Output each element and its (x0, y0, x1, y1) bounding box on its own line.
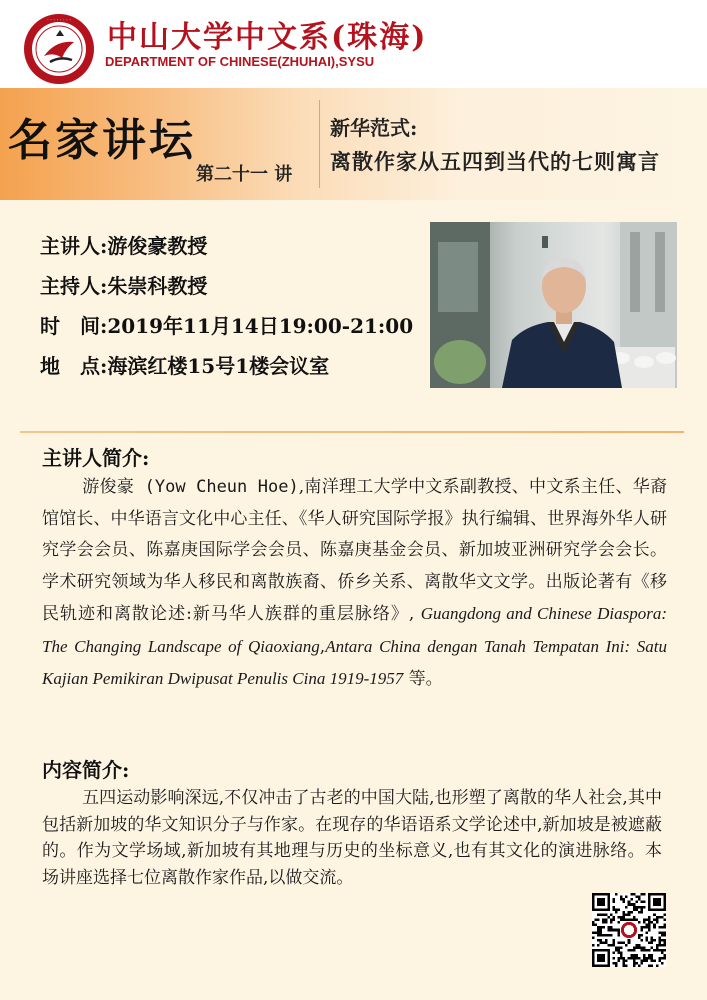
lecture-title-line2: 离散作家从五四到当代的七则寓言 (330, 149, 660, 174)
bio-body: ,南洋理工大学中文系副教授、中文系主任、华裔馆馆长、中华语言文化中心主任、《华人研究国际学报》执行编辑、世界海外华人研究学会会员、陈嘉庚国际学会会员、陈嘉庚基金会员、新加坡亚洲研究学会会长。学术研究领域为华人移民和离散族裔、侨乡关系、离散华文文学。出版论著有《移民轨迹和离散论述:新马华人族群的重层脉络》, (42, 477, 668, 624)
content-summary (42, 785, 662, 891)
department-name-cn: 中山大学中文系(珠海) (107, 20, 428, 55)
bio-book-en-1: Guangdong and Chinese Diaspora: The Changing Landscape of Qiaoxiang (42, 604, 667, 656)
host-name: 朱崇科教授 (107, 274, 208, 298)
event-place: 海滨红楼15号1楼会议室 (107, 354, 330, 378)
speaker-row (40, 232, 413, 272)
bio-ending: 等。 (403, 669, 443, 689)
header (0, 0, 707, 88)
content-heading: 内容简介: (42, 758, 130, 782)
time-label: 时 间: (40, 314, 108, 338)
speaker-bio (42, 472, 667, 696)
qr-code-icon (592, 893, 666, 967)
event-time: 2019年11月14日19:00-21:00 (107, 314, 414, 338)
session-number: 第二十一 讲 (196, 164, 293, 185)
event-info (40, 232, 413, 392)
banner-divider (319, 100, 320, 188)
bio-book-en-2: Antara China dengan Tanah Tempatan Ini: Satu Kajian Pemikiran Dwipusat Penulis Cina 1919-1957 (42, 636, 667, 688)
sysu-chinese-dept-logo-icon (22, 12, 96, 86)
bio-separator: , (319, 636, 326, 657)
section-divider (20, 431, 684, 433)
host-row (40, 272, 413, 312)
department-name-en: DEPARTMENT OF CHINESE(ZHUHAI),SYSU (105, 54, 375, 69)
speaker-label: 主讲人: (40, 234, 108, 258)
bio-name-cn: 游俊豪 (82, 477, 135, 497)
speaker-photo (430, 222, 677, 388)
bio-heading: 主讲人简介: (42, 446, 150, 470)
lecture-title-line1: 新华范式: (330, 116, 418, 140)
bio-name-en: (Yow Cheun Hoe) (134, 477, 299, 497)
place-label: 地 点: (40, 354, 108, 378)
series-title: 名家讲坛 (8, 115, 196, 166)
speaker-name: 游俊豪教授 (107, 234, 208, 258)
content-text: 五四运动影响深远,不仅冲击了古老的中国大陆,也形塑了离散的华人社会,其中包括新加坡的华文知识分子与作家。在现存的华语语系文学论述中,新加坡是被遮蔽的。作为文学场域,新加坡有其地理与历史的坐标意义,也有其文化的演进脉络。本场讲座选择七位离散作家作品,以做交流。 (42, 788, 662, 888)
place-row (40, 352, 413, 392)
time-row (40, 312, 413, 352)
host-label: 主持人: (40, 274, 108, 298)
svg-text:· · · · · · · ·: · · · · · · · · (47, 17, 71, 24)
